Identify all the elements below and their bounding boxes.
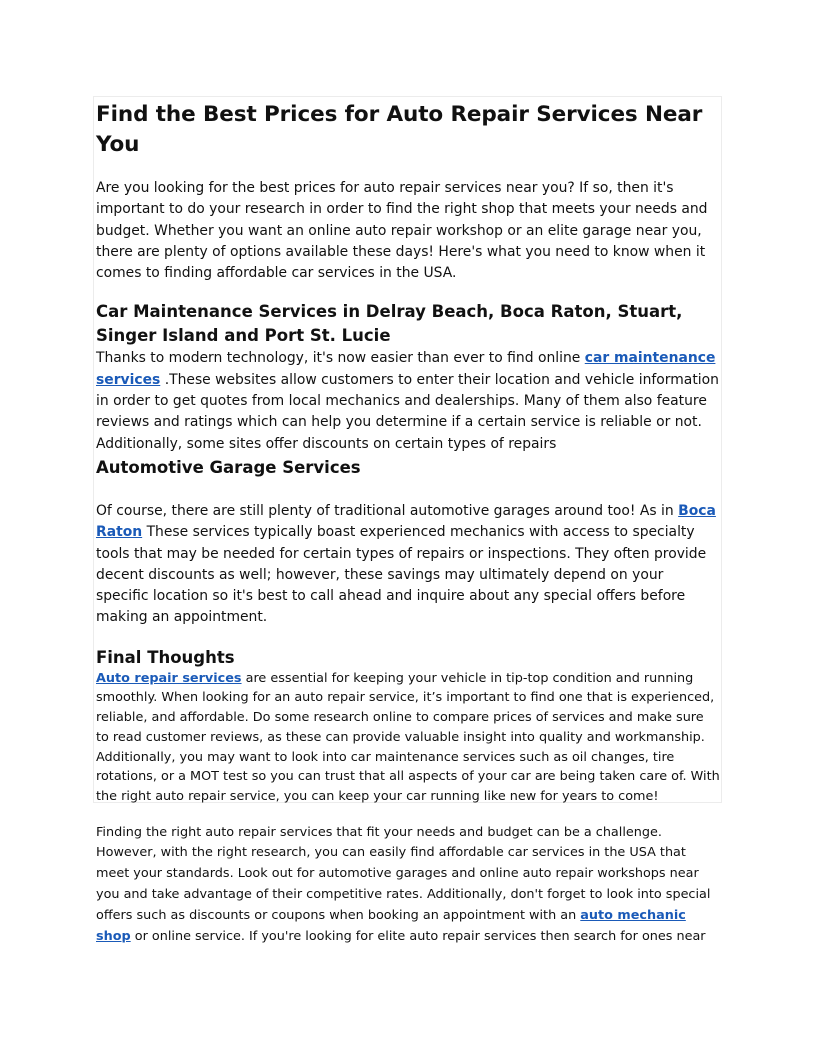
maintenance-paragraph [96,348,720,454]
maintenance-heading: Car Maintenance Services in Delray Beach, Boca Raton, Stuart, Singer Island and Port St. Lucie [96,302,683,346]
article [96,100,720,947]
garage-heading: Automotive Garage Services [96,457,361,477]
final-thoughts-paragraph [96,669,720,807]
closing-text-before: Finding the right auto repair services that fit your needs and budget can be a challenge. However, with the right research, you can easily find affordable car services in the USA that meet your standards. Look out for automotive garages and online auto repair workshops near you and take advantage of their competitive rates. Additionally, don't forget to look into special offers such as discounts or coupons when booking an appointment with an [96,824,711,923]
maintenance-text-before: Thanks to modern technology, it's now easier than ever to find online [96,350,585,367]
final-thoughts-heading: Final Thoughts [96,647,235,667]
boca-raton-link[interactable]: Boca Raton [96,502,716,541]
intro-paragraph: Are you looking for the best prices for auto repair services near you? If so, then it's important to do your research in order to find the right shop that meets your needs and budget. Whether you want an online auto repair workshop or an elite garage near you, there are plenty of options available these days! Here's what you need to know when it comes to finding affordable car services in the USA. [96,180,708,282]
auto-repair-services-link[interactable]: Auto repair services [96,670,242,686]
garage-paragraph [96,501,720,629]
closing-text-after: or online service. If you're looking for elite auto repair services then search for ones near [130,928,706,944]
auto-mechanic-shop-link[interactable]: auto mechanic shop [96,907,686,944]
page-title: Find the Best Prices for Auto Repair Services Near You [96,102,703,157]
maintenance-text-after: .These websites allow customers to enter their location and vehicle information in order to get quotes from local mechanics and dealerships. Many of them also feature reviews and ratings which can help you determine if a certain service is reliable or not. Additionally, some sites offer discounts on certain types of repairs [96,371,719,452]
final-text-after: are essential for keeping your vehicle in tip-top condition and running smoothly. When looking for an auto repair service, it’s important to find one that is experienced, reliable, and affordable. Do some research online to compare prices of services and make sure to read customer reviews, as these can provide valuable insight into quality and workmanship. Additionally, you may want to look into car maintenance services such as oil changes, tire rotations, or a MOT test so you can trust that all aspects of your car are being taken care of. With the right auto repair service, you can keep your car running like new for years to come! [96,670,720,804]
car-maintenance-services-link[interactable]: car maintenance services [96,350,716,388]
garage-text-before: Of course, there are still plenty of traditional automotive garages around too! As in [96,502,679,519]
garage-text-after: These services typically boast experienced mechanics with access to specialty tools that may be needed for certain types of repairs or inspections. They often provide decent discounts as well; however, these savings may ultimately depend on your specific location so it's best to call ahead and inquire about any special offers before making an appointment. [96,524,707,626]
closing-paragraph [96,823,720,948]
